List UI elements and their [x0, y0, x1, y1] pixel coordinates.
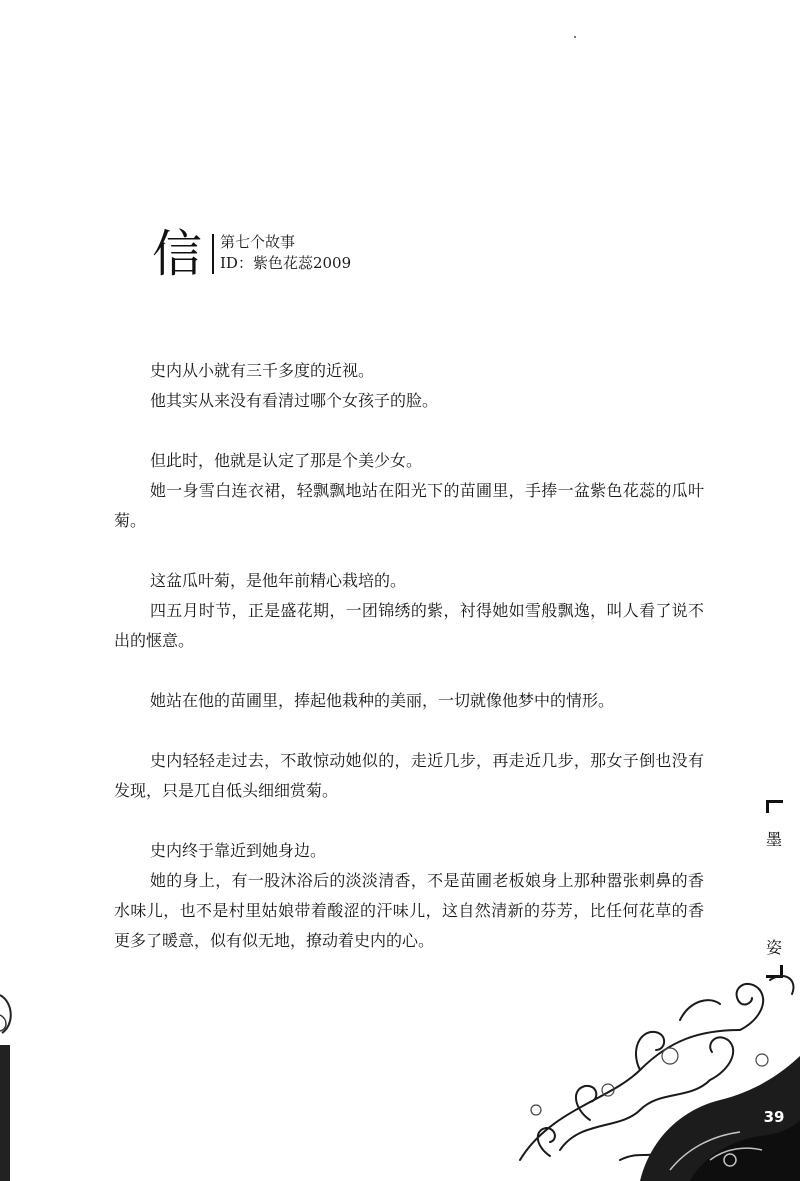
paragraph: 这盆瓜叶菊，是他年前精心栽培的。 [150, 571, 407, 590]
tab-char-bottom: 姿 [765, 938, 782, 957]
page-number: 39 [763, 1108, 785, 1126]
tab-bracket-top [766, 800, 783, 813]
author-line: ID：紫色花蕊2009 [220, 254, 352, 272]
section-tab [758, 800, 788, 980]
left-edge-ornament [0, 985, 26, 1181]
story-label: 第七个故事 [220, 233, 296, 251]
paragraph: 但此时，他就是认定了那是个美少女。 [150, 451, 423, 470]
paragraph: 史内轻轻走过去，不敢惊动她似的，走近几步，再走近几步，那女子倒也没有发现，只是兀自低头细细赏菊。 [114, 751, 704, 800]
speck [574, 36, 576, 38]
chapter-meta [220, 232, 351, 274]
tab-char-top: 墨 [765, 830, 782, 849]
story-body [114, 356, 704, 956]
chapter-divider [212, 234, 214, 274]
chapter-title-char: 信 [152, 225, 202, 283]
paragraph: 她一身雪白连衣裙，轻飘飘地站在阳光下的苗圃里，手捧一盆紫色花蕊的瓜叶菊。 [114, 481, 704, 530]
paragraph: 他其实从来没有看清过哪个女孩子的脸。 [150, 391, 439, 410]
paragraph: 史内从小就有三千多度的近视。 [150, 361, 375, 380]
floral-ornament [440, 960, 800, 1181]
paragraph: 她站在他的苗圃里，捧起他栽种的美丽，一切就像他梦中的情形。 [150, 691, 615, 710]
paragraph: 她的身上，有一股沐浴后的淡淡清香，不是苗圃老板娘身上那种嚣张刺鼻的香水味儿，也不是村里姑娘带着酸涩的汗味儿，这自然清新的芬芳，比任何花草的香更多了暖意，似有似无地，撩动着史内的心。 [114, 871, 704, 950]
paragraph: 四五月时节，正是盛花期，一团锦绣的紫，衬得她如雪般飘逸，叫人看了说不出的惬意。 [114, 601, 704, 650]
paragraph: 史内终于靠近到她身边。 [150, 841, 327, 860]
